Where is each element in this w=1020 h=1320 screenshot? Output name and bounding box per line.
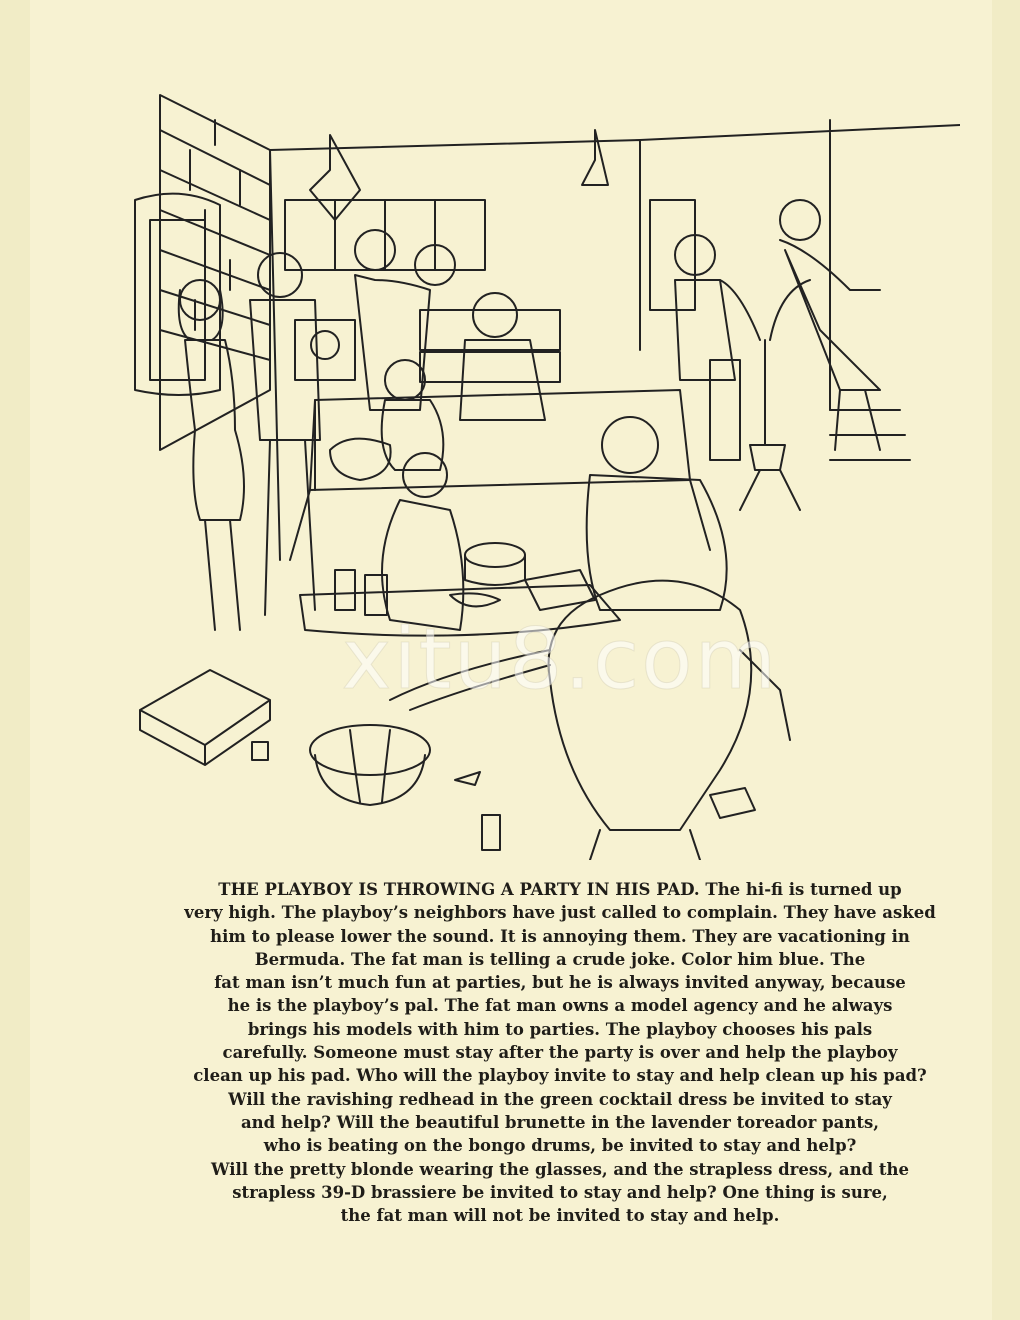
wall-mirror xyxy=(650,200,695,310)
ashtray xyxy=(710,788,755,818)
brick-wall xyxy=(160,95,270,450)
caption-line: brings his models with him to parties. The playboy chooses his pals xyxy=(247,1019,873,1039)
fireplace xyxy=(135,194,220,395)
pendant-lamp xyxy=(582,130,608,185)
caption-line: and help? Will the beautiful brunette in the lavender toreador pants, xyxy=(240,1112,879,1132)
caption-line: Bermuda. The fat man is telling a crude joke. Color him blue. The xyxy=(254,949,866,969)
caption-line: he is the playboy’s pal. The fat man owns a model agency and he always xyxy=(227,996,893,1016)
floor-lamp xyxy=(710,360,740,460)
glass-on-floor xyxy=(252,742,268,760)
man-in-tuxedo xyxy=(250,253,320,615)
caption-line: THE PLAYBOY IS THROWING A PARTY IN HIS PAD. The hi-fi is turned up xyxy=(218,880,902,899)
potted-plant xyxy=(720,280,810,510)
caption-line: who is beating on the bongo drums, be invited to stay and help? xyxy=(263,1136,857,1156)
caption-line: fat man isn’t much fun at parties, but he is always invited anyway, because xyxy=(214,973,906,993)
woman-on-ladder xyxy=(780,200,910,460)
coloring-book-page xyxy=(30,0,992,1320)
watermark: xitu8.com xyxy=(341,610,779,708)
bongo-drums xyxy=(465,543,525,567)
caption-line: very high. The playboy’s neighbors have just called to complain. They have asked xyxy=(184,903,936,923)
caption-line: Will the ravishing redhead in the green cocktail dress be invited to stay xyxy=(228,1089,892,1109)
pouf-ottoman xyxy=(310,725,430,805)
dancing-man-right xyxy=(675,235,735,380)
party-scene-illustration xyxy=(120,90,960,860)
high-heel-shoe xyxy=(455,772,480,785)
caption-line: Will the pretty blonde wearing the glasses, and the strapless dress, and the xyxy=(210,1159,909,1179)
caption-line: him to please lower the sound. It is annoying them. They are vacationing in xyxy=(210,926,910,946)
seated-man-center xyxy=(460,293,545,420)
caption-text xyxy=(160,878,960,1227)
floor-cushion xyxy=(140,670,270,765)
caption-line: the fat man will not be invited to stay and help. xyxy=(340,1206,780,1226)
magazine xyxy=(525,570,595,610)
tall-glass xyxy=(482,815,500,850)
caption-line: strapless 39-D brassiere be invited to stay and help? One thing is sure, xyxy=(232,1182,888,1202)
woman-with-bongos xyxy=(382,453,525,630)
caption-line: carefully. Someone must stay after the party is over and help the playboy xyxy=(222,1043,898,1063)
room-walls xyxy=(270,120,960,560)
couch xyxy=(290,390,710,560)
woman-standing-left xyxy=(179,280,244,630)
caption-line: clean up his pad. Who will the playboy invite to stay and help clean up his pad? xyxy=(193,1066,927,1086)
